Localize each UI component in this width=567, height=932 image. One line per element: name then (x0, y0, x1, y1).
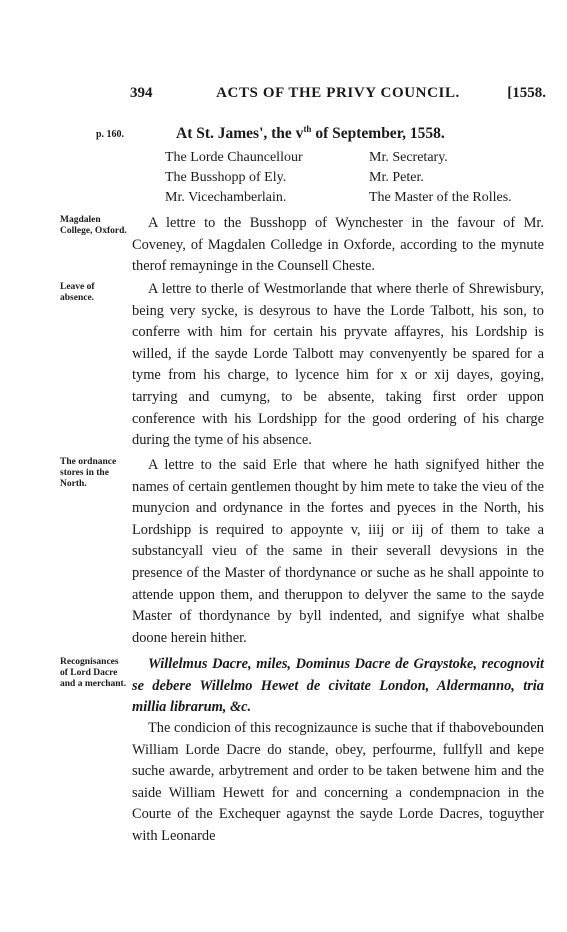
attendee-row (165, 170, 555, 190)
attendee: The Lorde Chauncellour (165, 150, 303, 165)
attendee: The Busshopp of Ely. (165, 170, 287, 185)
margin-note-recognisances: Recognisances of Lord Dacre and a merchant. (60, 657, 127, 689)
page-reference: p. 160. (96, 129, 125, 140)
attendee: Mr. Secretary. (369, 150, 448, 165)
attendee-row (165, 150, 555, 170)
attendee-row (165, 190, 555, 210)
entry-recognisance-condition: The condicion of this recognizaunce is suche that if thabovebounden William Lorde Dacre do stande, obey, perfourme, fullfyll and kepe suche awarde, arbytrement and order to be taken betwene him and the saide William Hewett for and concerning a condempnacion in the Courte of the Exchequer agaynst the sayde Lorde Dacres, toguyther with Leonarde (132, 720, 544, 844)
running-title: ACTS OF THE PRIVY COUNCIL. (216, 85, 460, 101)
attendee: Mr. Peter. (369, 170, 424, 185)
margin-note-magdalen: Magdalen College, Oxford. (60, 215, 127, 236)
entry-ordnance: A lettre to the said Erle that where he hath signifyed hither the names of certain gentlemen thought by him mete to take the vieu of the munycion and ordynance in the fortes and pyeces in the North, his Lordshipp is required to appoynte v, iiij or iij of them to take a substancyall vieu of the same in their severall devysions in the presence of the Master of thordynance or suche as he shall appointe to attende uppon them, and theruppon to delyver the same to the sayde Master of thordynance by byll indented, and signifye what shalbe doone herein hither. (132, 457, 544, 646)
margin-note-leave: Leave of absence. (60, 282, 95, 303)
entry-recognisance-latin: Willelmus Dacre, miles, Dominus Dacre de Graystoke, recognovit se debere Willelmo Hewet de civitate London, Aldermanno, tria millia librarum, &c. (132, 656, 544, 716)
attendee-list (165, 150, 555, 210)
margin-note-ordnance: The ordnance stores in the North. (60, 457, 117, 489)
entry-magdalen: A lettre to the Busshopp of Wynchester in the favour of Mr. Coveney, of Magdalen Colledge in Oxforde, according to the mynute therof remayninge in the Counsell Cheste. (132, 215, 544, 275)
entry-leave: A lettre to therle of Westmorlande that where therle of Shrewisbury, being very sycke, is desyrous to have the Lorde Talbott, his son, to conferre with him for certain his pryvate affayres, his Lordship is willed, if the sayde Lorde Talbott may convenyently be spared for a tyme from his charge, to lycence him for x or xij dayes, goying, tarrying and cumyng, to be absente, taking first order uppon conference with his Lordshipp for the good ordering of his charge during the tyme of his absence. (132, 281, 544, 449)
page-header (130, 85, 546, 107)
page-number: 394 (130, 85, 153, 101)
attendee: The Master of the Rolles. (369, 190, 512, 205)
meeting-heading: At St. James', the $v^{th}$ of September, 1558. (176, 124, 445, 143)
running-year: [1558. (507, 85, 546, 101)
attendee: Mr. Vicechamberlain. (165, 190, 287, 205)
